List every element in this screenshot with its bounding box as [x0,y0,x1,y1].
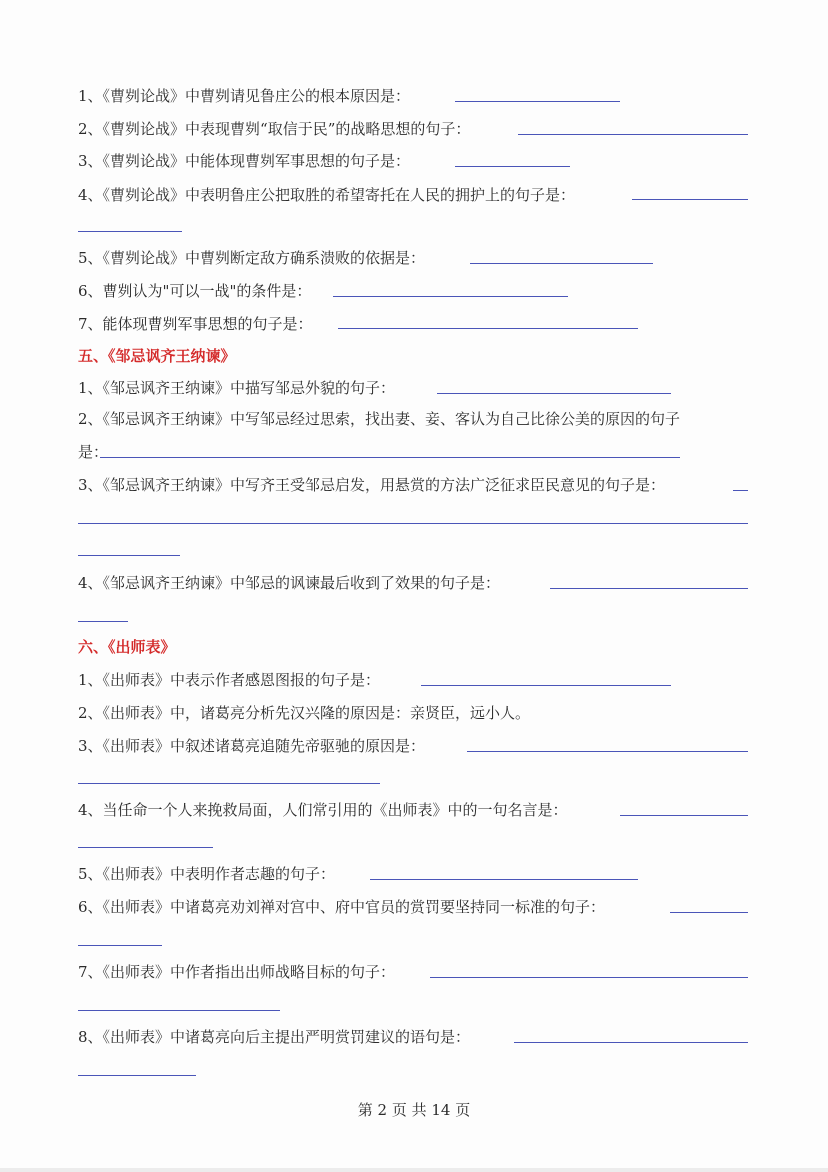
answer-blank[interactable] [100,457,680,458]
question-line: 5、《出师表》中表明作者志趣的句子： [78,865,336,883]
question-line: 6、《出师表》中诸葛亮劝刘禅对宫中、府中官员的赏罚要坚持同一标准的句子： [78,898,606,916]
answer-blank[interactable] [78,847,213,848]
answer-blank[interactable] [78,783,380,784]
answer-blank[interactable] [333,296,568,297]
question-line: 3、《邹忌讽齐王纳谏》中写齐王受邹忌启发，用悬赏的方法广泛征求臣民意见的句子是： [78,476,666,494]
question-line: 7、《出师表》中作者指出出师战略目标的句子： [78,963,396,981]
question-line: 1、《曹刿论战》中曹刿请见鲁庄公的根本原因是： [78,87,411,105]
question-line: 4、《邹忌讽齐王纳谏》中邹忌的讽谏最后收到了效果的句子是： [78,574,501,592]
answer-blank[interactable] [514,1042,748,1043]
question-line: 2、《出师表》中，诸葛亮分析先汉兴隆的原因是：亲贤臣，远小人。 [78,704,531,722]
question-line: 2、《曹刿论战》中表现曹刿“取信于民”的战略思想的句子： [78,120,471,138]
question-line: 1、《出师表》中表示作者感恩图报的句子是： [78,671,381,689]
question-line: 4、《曹刿论战》中表明鲁庄公把取胜的希望寄托在人民的拥护上的句子是： [78,186,576,204]
page-bottom-edge [0,1168,828,1172]
question-line: 3、《曹刿论战》中能体现曹刿军事思想的句子是： [78,152,411,170]
answer-blank[interactable] [78,231,182,232]
question-line: 3、《出师表》中叙述诸葛亮追随先帝驱驰的原因是： [78,737,426,755]
question-line: 5、《曹刿论战》中曹刿断定敌方确系溃败的依据是： [78,249,426,267]
section-heading: 五、《邹忌讽齐王纳谏》 [78,347,236,365]
answer-blank[interactable] [455,166,570,167]
answer-blank[interactable] [467,751,748,752]
page-footer: 第 2 页 共 14 页 [357,1101,471,1119]
question-line: 1、《邹忌讽齐王纳谏》中描写邹忌外貌的句子： [78,379,396,397]
answer-blank[interactable] [632,199,748,200]
answer-blank[interactable] [78,555,180,556]
answer-blank[interactable] [78,523,748,524]
answer-blank[interactable] [518,134,748,135]
question-line: 是： [78,443,109,461]
question-line: 4、当任命一个人来挽救局面，人们常引用的《出师表》中的一句名言是： [78,801,568,819]
answer-blank[interactable] [78,1010,280,1011]
answer-blank[interactable] [421,685,671,686]
question-line: 8、《出师表》中诸葛亮向后主提出严明赏罚建议的语句是： [78,1028,471,1046]
answer-blank[interactable] [430,977,748,978]
answer-blank[interactable] [338,328,638,329]
answer-blank[interactable] [670,912,748,913]
answer-blank[interactable] [437,393,671,394]
answer-blank[interactable] [370,879,638,880]
answer-blank[interactable] [78,621,128,622]
question-line: 6、曹刿认为"可以一战"的条件是： [78,282,312,300]
answer-blank[interactable] [733,490,748,491]
question-line: 2、《邹忌讽齐王纳谏》中写邹忌经过思索，找出妻、妾、客认为自己比徐公美的原因的句子 [78,410,681,428]
answer-blank[interactable] [470,263,653,264]
question-line: 7、能体现曹刿军事思想的句子是： [78,315,313,333]
answer-blank[interactable] [78,945,162,946]
answer-blank[interactable] [620,815,748,816]
section-heading: 六、《出师表》 [78,638,176,656]
answer-blank[interactable] [550,588,748,589]
answer-blank[interactable] [455,101,620,102]
answer-blank[interactable] [78,1075,196,1076]
